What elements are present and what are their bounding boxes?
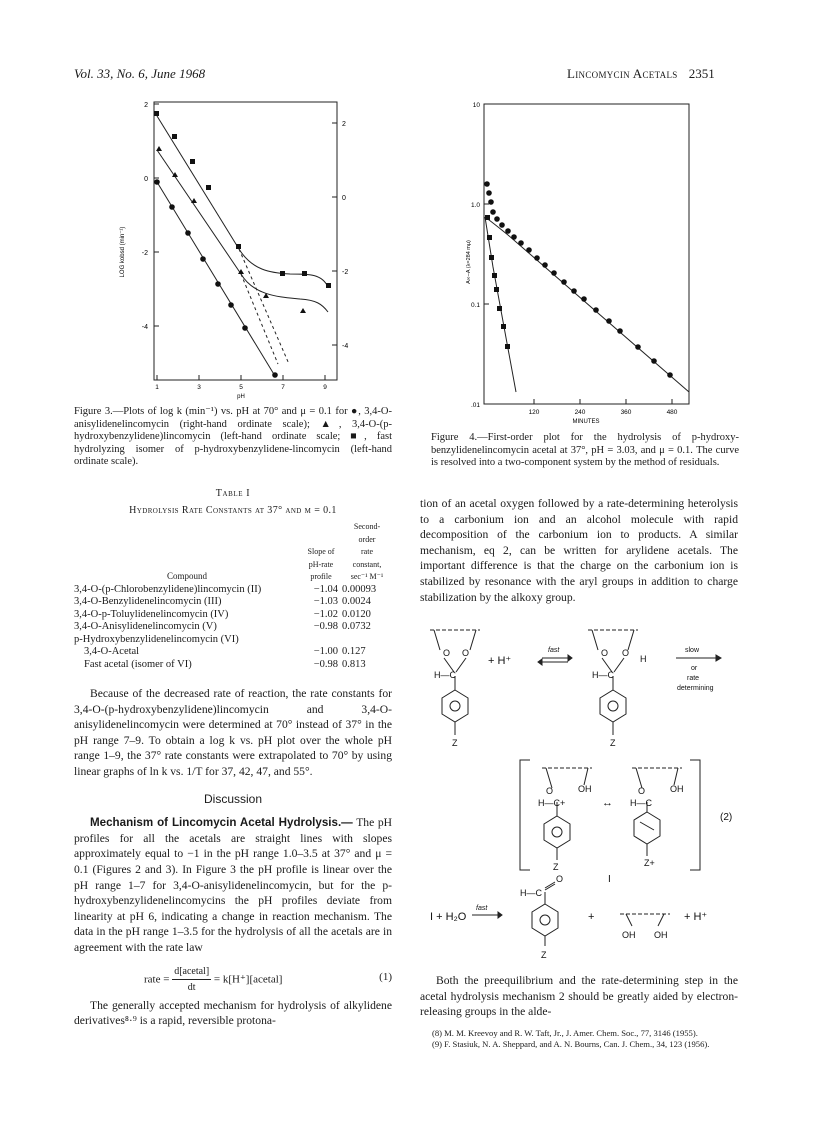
- running-header-right: [567, 66, 715, 82]
- table-row: [74, 659, 392, 672]
- f4-x-tick: 360: [620, 409, 632, 416]
- col-header-rate: [342, 521, 392, 584]
- scheme-O: O: [462, 648, 470, 658]
- scheme-fast: fast: [548, 647, 560, 654]
- figure-3-caption: Figure 3.—Plots of log k (min⁻¹) vs. pH at 70° and μ = 0.1 for ●, 3,4-O-anisylidenelincomycin (right-hand ordinate scale); ▲, 3,4-O-(p-hydroxybenzylidene)lincomycin (left-hand ordinate scale; ■, fast hydrolyzing isomer of p-hydroxybenzylidene-lincomycin (left-hand ordinate scale).: [74, 406, 392, 467]
- f4-x-tick: 120: [528, 409, 540, 416]
- cell-rate: 0.0120: [342, 608, 371, 620]
- table-header-row: [74, 521, 392, 584]
- table-row: [74, 584, 392, 597]
- f3-right-tick: -2: [342, 269, 349, 276]
- footnotes: [420, 1028, 738, 1050]
- scheme-O: O: [622, 648, 630, 658]
- scheme-Z: Z: [553, 862, 559, 872]
- f3-x-tick: 1: [155, 384, 159, 391]
- f3-left-tick: 0: [144, 176, 148, 183]
- cell-compound: 3,4-O-Anisylidenelincomycin (V): [74, 621, 217, 632]
- scheme-HC: H—C: [630, 798, 652, 808]
- f4-y-tick: 10: [472, 102, 480, 109]
- f3-right-tick: -4: [342, 343, 349, 350]
- cell-slope: −1.04: [313, 583, 338, 595]
- running-header-left: Vol. 33, No. 6, June 1968: [74, 66, 206, 81]
- cell-rate: [342, 634, 392, 647]
- f3-x-tick: 9: [323, 384, 327, 391]
- right-column-text-bottom: [420, 973, 738, 1020]
- f3-x-tick: 7: [281, 384, 285, 391]
- col-header-rate-line: order: [358, 534, 376, 544]
- scheme-roman: I: [608, 874, 611, 885]
- f4-y-tick: 1.0: [470, 202, 480, 209]
- table-1: [74, 521, 392, 671]
- f3-right-tick: 0: [342, 195, 346, 202]
- eq1-fraction: [172, 964, 211, 996]
- scheme-rate: rate: [687, 675, 700, 682]
- paragraph: Both the preequilibrium and the rate-determining step in the acetal hydrolysis mechanism 2 should be greatly aided by electron-releasing groups in the alde-: [420, 974, 738, 1019]
- f4-x-tick: 480: [666, 409, 678, 416]
- scheme-O: O: [638, 786, 646, 796]
- cell-slope: −1.02: [313, 608, 338, 620]
- cell-rate: 0.00093: [342, 583, 377, 595]
- table-row: [74, 596, 392, 609]
- cell-compound: 3,4-O-p-Toluylidenelincomycin (IV): [74, 608, 229, 620]
- col-header-slope-line: pH-rate: [308, 559, 334, 569]
- f3-left-tick: 2: [144, 102, 148, 109]
- cell-rate: 0.0024: [342, 596, 371, 607]
- f4-x-label: MINUTES: [572, 419, 600, 425]
- f3-right-tick: 2: [342, 121, 346, 128]
- scheme-HC: H—C: [592, 670, 614, 680]
- eq1-rhs: = k[H⁺][acetal]: [213, 973, 283, 986]
- col-header-slope-line: profile: [310, 572, 332, 581]
- cell-compound: 3,4-O-Acetal: [84, 646, 140, 657]
- cell-compound: 3,4-O-(p-Chlorobenzylidene)lincomycin (II): [74, 583, 262, 595]
- table-row: [74, 621, 392, 634]
- f4-y-tick: .01: [470, 402, 480, 409]
- cell-slope: −1.00: [313, 646, 338, 657]
- paragraph: The generally accepted mechanism for hydrolysis of alkylidene derivatives⁸·⁹ is a rapid, reversible protona-: [74, 998, 392, 1028]
- f3-y-label: LOG kobsd (min⁻¹): [120, 226, 126, 278]
- f4-y-label: A∞−A (λ=284 mμ): [466, 240, 472, 284]
- scheme-O: O: [546, 786, 554, 796]
- col-header-compound-text: Compound: [166, 571, 207, 581]
- subsection-heading: Mechanism of Lincomycin Acetal Hydrolysis.—: [90, 816, 353, 830]
- reference-9: (9) F. Stasiuk, N. A. Sheppard, and A. N. Bourns, Can. J. Chem., 34, 123 (1956).: [432, 1038, 710, 1049]
- scheme-plus-h: + H⁺: [684, 911, 708, 923]
- scheme-OH: OH: [654, 930, 668, 940]
- figure-4-plot: [448, 92, 698, 426]
- f3-x-label: pH: [237, 394, 245, 400]
- figure-4-caption: Figure 4.—First-order plot for the hydrolysis of p-hydroxy-benzylidenelincomycin acetal at 37°, pH = 3.03, and μ = 0.1. The curve is resolved into a two-component system by the method of residuals.: [431, 432, 739, 468]
- paragraph-text: The pH profiles for all the acetals are straight lines with slopes approximately equal to −1 in the pH range 1.0–3.5 at 37° and μ = 0.1 (Figures 2 and 3). In Figure 3 the pH profile is linear over the pH range 1–7 for 3,4-O-anisylidenelincomycin, but for the p-hydroxybenzylidenelincomycins the pH profiles deviate from linearity at pH 6, indicating a change in reaction mechanism. The data in the pH range 1–3.5 for the hydrolysis of all the acetals are in agreement with the rate law: [74, 816, 393, 954]
- scheme-bottom-left: I + H₂O: [430, 911, 467, 923]
- scheme-Z: Z: [610, 738, 616, 748]
- f4-x-tick: 240: [574, 409, 586, 416]
- f3-left-tick: -4: [141, 324, 148, 331]
- table-row: [74, 646, 392, 659]
- col-header-rate-line: constant,: [352, 559, 382, 569]
- scheme-HCplus: H—C+: [538, 798, 566, 808]
- cell-compound: Fast acetal (isomer of VI): [84, 658, 192, 670]
- col-header-rate-line: Second-: [353, 522, 381, 531]
- cell-compound: p-Hydroxybenzylidenelincomycin (VI): [74, 633, 239, 645]
- figure-3-plot: [110, 92, 370, 402]
- cell-slope: [300, 634, 342, 647]
- scheme-eq-label: (2): [720, 812, 733, 823]
- scheme-or: or: [691, 665, 698, 672]
- scheme-resonance-arrow: ↔: [602, 797, 613, 809]
- scheme-slow: slow: [685, 647, 700, 654]
- scheme-plus: +: [588, 911, 595, 923]
- scheme-fast: fast: [476, 905, 488, 912]
- section-heading: Discussion: [203, 791, 263, 806]
- scheme-OH: OH: [578, 784, 592, 794]
- scheme-O: O: [556, 874, 564, 884]
- col-header-slope: [300, 521, 342, 584]
- cell-rate: 0.0732: [342, 621, 371, 632]
- col-header-rate-line: sec⁻¹ M⁻¹: [350, 572, 384, 581]
- scheme-OH: OH: [622, 930, 636, 940]
- scheme-Z: Z: [452, 738, 458, 748]
- scheme-hplus: + H⁺: [488, 655, 512, 667]
- scheme-O: O: [443, 648, 451, 658]
- cell-rate: 0.813: [342, 658, 366, 670]
- scheme-Zplus: Z+: [644, 858, 655, 868]
- reference-8: (8) M. M. Kreevoy and R. W. Taft, Jr., J. Amer. Chem. Soc., 77, 3146 (1955).: [432, 1028, 698, 1038]
- eq1-label: (1): [379, 970, 392, 983]
- cell-slope: −0.98: [313, 658, 338, 670]
- equation-1: [74, 960, 392, 994]
- scheme-OH: OH: [670, 784, 684, 794]
- paragraph: tion of an acetal oxygen followed by a rate-determining heterolysis to a carbonium ion and an alcohol molecule with rapid decomposition of the carbonium ion to products. A similar mechanism, eq 2, can be written for arylidene acetals. The important difference is that the charge on the carbonium ion is stabilized by resonance with the aryl groups in addition to charge stabilization by the alkoxy group.: [420, 497, 738, 604]
- scheme-Z: Z: [541, 950, 547, 960]
- scheme-H: H: [640, 654, 647, 664]
- table-subtitle: Hydrolysis Rate Constants at 37° and μ = 0.1: [129, 505, 337, 516]
- table-row: [74, 609, 392, 622]
- paragraph: Because of the decreased rate of reaction, the rate constants for 3,4-O-(p-hydroxybenzylidene)lincomycin and 3,4-O-anisylidenelincomycin were determined at 70° instead of 37° in the pH range 7–9. To obtain a log k vs. pH plot over the whole pH range 1–9, the 37° rate constants were extrapolated to 70° by using linear graphs of ln k vs. 1/T for 37, 42, 47, and 55°.: [74, 687, 392, 778]
- scheme-HC: H—C: [520, 888, 542, 898]
- paragraph: [74, 815, 392, 955]
- right-column-text-top: [420, 496, 738, 605]
- col-header-slope-line: Slope of: [307, 547, 335, 556]
- f4-y-tick: 0.1: [470, 302, 480, 309]
- table-title: Table I: [215, 488, 251, 499]
- cell-slope: −0.98: [313, 621, 338, 632]
- eq1-denominator: dt: [187, 982, 196, 994]
- running-title: Lincomycin Acetals: [567, 66, 678, 81]
- f3-x-tick: 3: [197, 384, 201, 391]
- table-row: [74, 634, 392, 647]
- page-number: 2351: [688, 66, 715, 81]
- cell-compound: 3,4-O-Benzylidenelincomycin (III): [74, 596, 222, 607]
- cell-rate: 0.127: [342, 646, 366, 657]
- f3-left-tick: -2: [141, 250, 148, 257]
- scheme-determining: determining: [677, 685, 714, 692]
- scheme-HC: H—C: [434, 670, 456, 680]
- eq1-lhs: rate =: [144, 973, 170, 986]
- left-column-text: [74, 686, 392, 1029]
- col-header-compound: [74, 521, 300, 584]
- col-header-rate-line: rate: [361, 547, 373, 556]
- f3-x-tick: 5: [239, 384, 243, 391]
- cell-slope: −1.03: [313, 596, 338, 607]
- scheme-O: O: [601, 648, 609, 658]
- reaction-scheme-2: [420, 620, 740, 965]
- eq1-numerator: d[acetal]: [172, 964, 211, 981]
